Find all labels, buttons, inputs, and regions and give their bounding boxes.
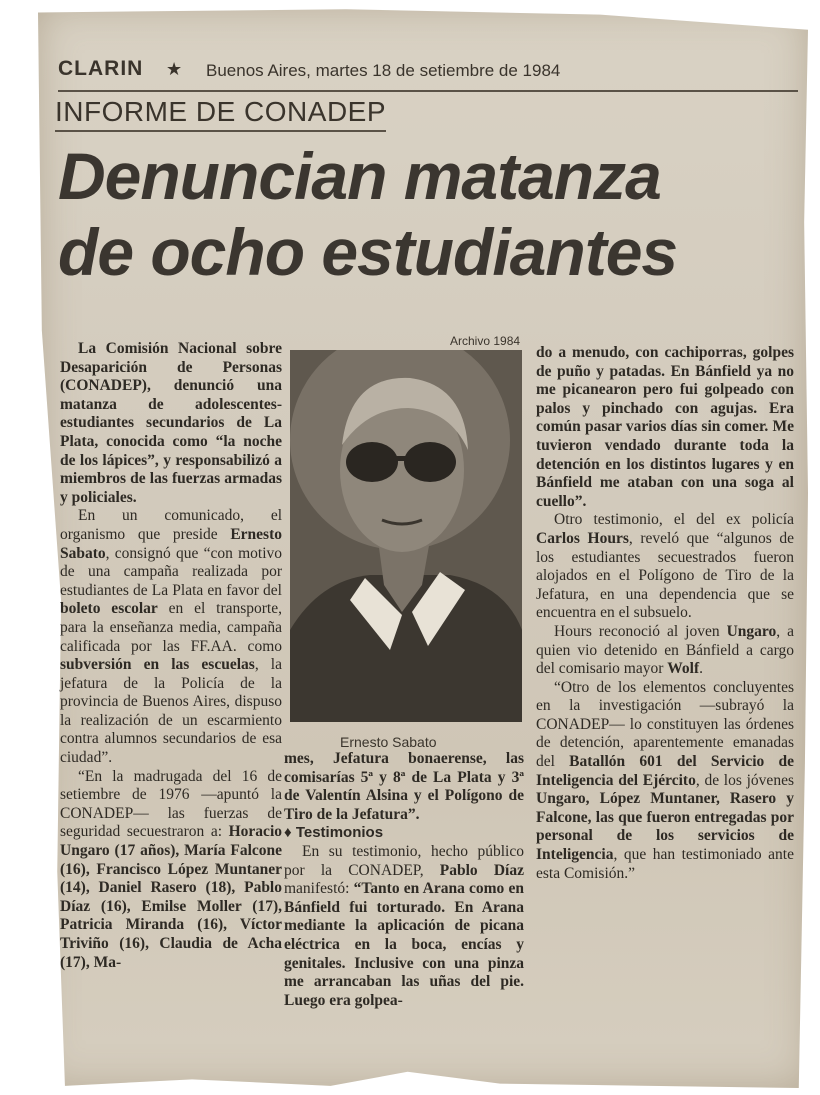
section-title: INFORME DE CONADEP: [55, 96, 386, 132]
portrait-illustration: [290, 350, 522, 722]
subhead-testimonios: ♦ Testimonios: [284, 824, 384, 842]
text-run: , de los jóvenes: [695, 771, 794, 789]
text-run: .: [699, 660, 704, 678]
column-2: [284, 750, 524, 1010]
paragraph: [60, 507, 282, 767]
bold-run: Ernesto Sabato: [60, 525, 282, 562]
masthead-rule: [58, 90, 798, 92]
text-run: en el transporte, para la enseñanza media, campaña calificada por las FF.AA. como: [60, 600, 282, 655]
column-1: [60, 340, 282, 972]
column-3: [536, 344, 794, 883]
headline-line-1: Denuncian matanza: [58, 139, 661, 213]
lead-paragraph: La Comisión Nacional sobre Desaparición de Personas (CONADEP), denunció una matanza de adolescentes-estudiantes secundarios de La Plata, conocida como “la noche de los lápices”, y responsabilizó a miembros de las fuerzas armadas y policiales.: [60, 340, 282, 506]
bold-run: subversión en las escuelas: [60, 656, 255, 674]
text-run: “En la madrugada del 16 de setiembre de 1976 —apuntó la CONADEP— las fuerzas de seguridad secuestraron a:: [60, 767, 282, 841]
text-run: manifestó:: [284, 880, 354, 898]
text-run: “Otro de los elementos concluyentes en la investigación —subrayó la CONADEP— lo constituyen las órdenes de detención, aparentemente emanadas del: [536, 678, 794, 771]
paragraph: [536, 623, 794, 679]
paragraph: [536, 679, 794, 884]
bold-run: Batallón 601 del Servicio de Inteligencia del Ejército: [536, 753, 794, 789]
bold-run: mes, Jefatura bonaerense, las comisarías 5ª y 8ª de La Plata y 3ª de Valentín Alsina y el Polígono de Tiro de la Jefatura”.: [284, 750, 524, 823]
bold-run: boleto escolar: [60, 600, 158, 618]
photo-credit: Archivo 1984: [450, 334, 521, 348]
text-run: En un comunicado, el organismo que preside: [60, 507, 282, 543]
paragraph: [536, 511, 794, 623]
bold-run: Wolf: [667, 660, 700, 678]
text-run: , la jefatura de la Policía de la provincia de Buenos Aires, dispuso la realización de un escarmiento contra alumnos secundarios de esa ciudad”.: [60, 656, 282, 767]
bold-run: Pablo Díaz: [439, 861, 524, 879]
photo-caption: Ernesto Sabato: [340, 734, 437, 750]
text-run: Hours reconoció al joven: [554, 622, 727, 640]
star-separator: ★: [166, 59, 183, 79]
paragraph: [284, 750, 524, 824]
text-run: , que han testimoniado ante esta Comisión.”: [536, 846, 794, 882]
text-run: , a quien vio detenido en Bánfield a cargo del comisario mayor: [536, 622, 794, 678]
text-run: Otro testimonio, el del ex policía: [554, 511, 794, 529]
bold-run: “Tanto en Arana como en Bánfield fui torturado. En Arana mediante la aplicación de picana eléctrica en la boca, encías y genitales. Inclusive con una pinza me arrancaban las uñas del pie. Luego era golpea-: [284, 880, 525, 1009]
paragraph: [284, 843, 524, 1010]
newspaper-name: CLARIN: [58, 57, 144, 80]
portrait-photo: [290, 350, 522, 722]
bold-run: Carlos Hours: [536, 529, 629, 547]
bold-run: Horacio Ungaro (17 años), María Falcone (16), Francisco López Muntaner (14), Daniel Rasero (18), Pablo Díaz (16), Emilse Moller (17), Patricia Miranda (16), Víctor Triviño (16), Claudia de Acha (17), Ma-: [60, 823, 282, 971]
masthead: [58, 55, 798, 89]
bold-run: do a menudo, con cachiporras, golpes de puño y patadas. En Bánfield ya no me picanearon pero fui golpeado con palos y pinchado con agujas. Era común pasar varios días sin comer. Me tuvieron vendado durante toda la detención en los distintos lugares y en Bánfield me ataban con una soga al cuello”.: [536, 344, 794, 510]
paragraph: [60, 768, 282, 973]
paragraph: [536, 344, 794, 511]
text-run: , consignó que “con motivo de una campaña realizada por estudiantes de La Plata en favor del: [60, 544, 282, 599]
bold-run: Ungaro: [726, 622, 777, 640]
text-run: En su testimonio, hecho público por la CONADEP,: [284, 842, 524, 879]
dateline: Buenos Aires, martes 18 de setiembre de 1984: [206, 61, 561, 80]
headline: [58, 138, 803, 290]
bold-run: Ungaro, López Muntaner, Rasero y Falcone, las que fueron entregadas por personal de los servicios de Inteligencia: [536, 790, 794, 864]
headline-line-2: de ocho estudiantes: [58, 215, 678, 289]
paragraph: [60, 340, 282, 507]
text-run: , reveló que “algunos de los estudiantes secuestrados fueron alojados en el Polígono de Tiro de la Jefatura, en una dependencia que se encuentra en el subsuelo.: [536, 529, 794, 622]
